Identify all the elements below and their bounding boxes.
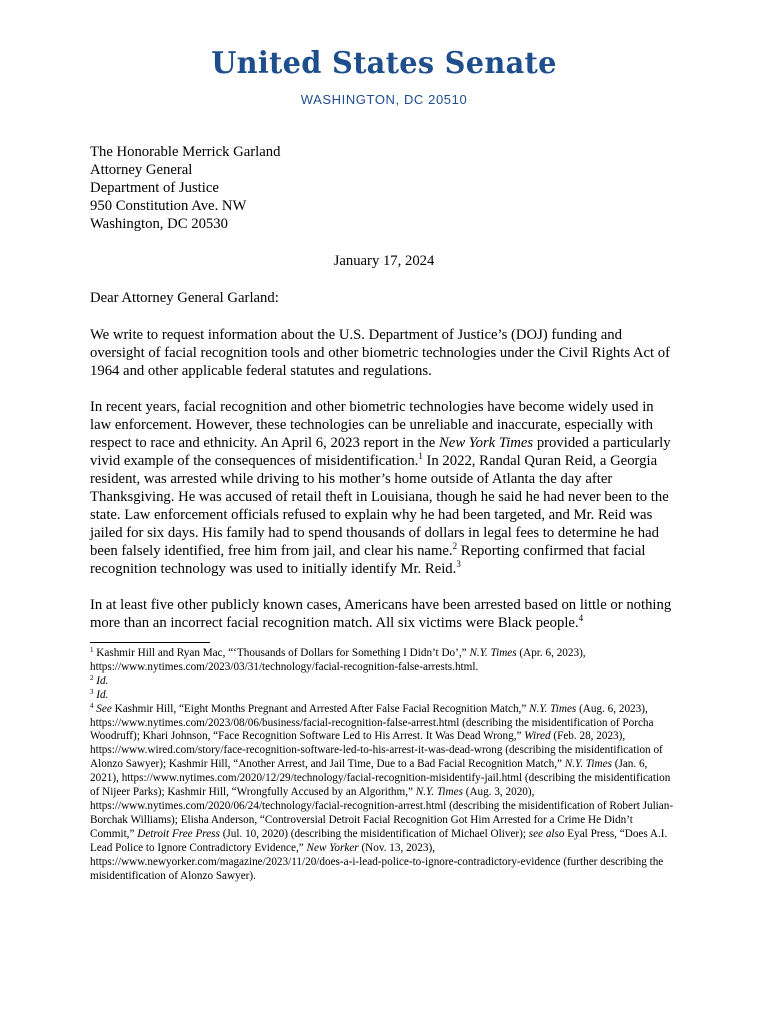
footnote-1-text-a: Kashmir Hill and Ryan Mac, “‘Thousands of Dollars for Something I Didn’t Do’,” — [93, 647, 470, 659]
footnote-4-publication-3: N.Y. Times — [564, 758, 612, 771]
senate-letterhead-title: United States Senate — [211, 46, 557, 81]
paragraph-3-text: In at least five other publicly known cases, Americans have been arrested based on little or nothing more than an incorrect facial recognition match. All six victims were Black people. — [90, 597, 672, 631]
footnote-1-number: 1 — [90, 646, 94, 654]
footnote-2-id: Id. — [96, 674, 109, 687]
footnote-1 — [90, 647, 678, 675]
footnote-4-text-e: (Aug. 3, 2020), https://www.nytimes.com/2020/06/24/technology/facial-recognition-arrest.html (describing the misidentification of Robert Julian-Borchak Williams); Elisha Anderson, “Controversial Detroit Facial Recognition Got Him Arrested for a Crime He Didn’t Commit,” — [90, 786, 674, 840]
footnote-1-publication: N.Y. Times — [469, 647, 517, 659]
footnote-4-text-c: (Feb. 28, 2023), https://www.wired.com/story/face-recognition-software-led-to-his-arrest-it-was-dead-wrong (describing the misidentification of Alonzo Sawyer); Kashmir Hill, “Another Arrest, and Jail Time, Due to a Bad Facial Recognition Match,” — [90, 730, 663, 771]
recipient-department: Department of Justice — [90, 180, 219, 196]
footnote-4-text-h: (Nov. 13, 2023), https://www.newyorker.com/magazine/2023/11/20/does-a-i-lead-police-to-ignore-contradictory-evidence (further describing the misidentification of Alonzo Sawyer). — [90, 841, 664, 882]
paragraph-3 — [90, 596, 678, 632]
salutation: Dear Attorney General Garland: — [90, 290, 279, 306]
paragraph-2 — [90, 398, 678, 578]
paragraph-2-nyt: New York Times — [439, 435, 534, 451]
paragraph-2-text-c: In 2022, Randal Quran Reid, a Georgia resident, was arrested while driving to his mother’s home outside of Atlanta the day after Thanksgiving. He was accused of retail theft in Louisiana, though he said he had never been to the state. Law enforcement officials refused to explain why he had been targeted, and Mr. Reid was jailed for six days. His family had to spend thousands of dollars in legal fees to determine he had been falsely identified, free him from jail, and clear his name. — [90, 453, 669, 559]
recipient-address-block — [90, 143, 678, 233]
footnote-4-publication-2: Wired — [524, 730, 551, 743]
footnote-ref-1: 1 — [418, 451, 423, 461]
footnote-4-text-b: (Aug. 6, 2023), https://www.nytimes.com/2023/08/06/business/facial-recognition-false-arrest.html (describing the misidentification of Porcha Woodruff); Khari Johnson, “Face Recognition Software Led to His Arrest. It Was Dead Wrong,” — [90, 702, 654, 743]
footnote-4-text-f: (Jul. 10, 2020) (describing the misidentification of Michael Oliver); — [219, 827, 529, 840]
footnote-4-text-g: Eyal Press, “Does A.I. Lead Police to Ignore Contradictory Evidence,” — [90, 827, 668, 854]
footnote-4-publication-1: N.Y. Times — [529, 702, 577, 715]
recipient-city: Washington, DC 20530 — [90, 216, 228, 232]
footnote-4-publication-6: New Yorker — [306, 841, 359, 854]
footnote-4 — [90, 703, 678, 884]
footnote-ref-4: 4 — [578, 613, 584, 623]
footnote-4-text-d: (Jan. 6, 2021), https://www.nytimes.com/2020/12/29/technology/facial-recognition-misidentify-jail.html (describing the misidentification of Nijeer Parks); Kashmir Hill, “Wrongfully Accused by an Algorithm,” — [90, 758, 671, 799]
footnote-divider — [90, 642, 210, 643]
recipient-title: Attorney General — [90, 162, 193, 178]
footnote-4-number: 4 — [90, 701, 94, 710]
footnote-4-see-also: see also — [528, 827, 565, 840]
footnote-2-number: 2 — [90, 673, 94, 682]
paragraph-2-text-d: Reporting confirmed that facial recognition technology was used to initially identify Mr. Reid. — [90, 543, 646, 577]
footnotes — [90, 647, 678, 883]
footnote-ref-3: 3 — [456, 559, 461, 569]
footnote-ref-2: 2 — [452, 541, 458, 551]
recipient-street: 950 Constitution Ave. NW — [90, 198, 247, 214]
senate-address: WASHINGTON, DC 20510 — [300, 92, 468, 107]
footnote-2 — [90, 675, 678, 689]
footnote-4-text-a: Kashmir Hill, “Eight Months Pregnant and Arrested After False Facial Recognition Match,” — [111, 702, 530, 715]
footnote-1-text-b: (Apr. 6, 2023), https://www.nytimes.com/2023/03/31/technology/facial-recognition-false-arrests.html. — [90, 647, 586, 673]
footnote-3 — [90, 689, 678, 703]
footnote-3-id: Id. — [96, 688, 109, 701]
footnote-4-publication-5: Detroit Free Press — [137, 827, 220, 840]
letter-body — [90, 143, 678, 883]
paragraph-2-text-a: In recent years, facial recognition and other biometric technologies have become widely used in law enforcement. However, these technologies can be unreliable and inaccurate, especially with respect to race and ethnicity. An April 6, 2023 report in the — [90, 399, 654, 451]
letter-date: January 17, 2024 — [333, 253, 435, 269]
footnote-4-see: See — [96, 702, 112, 715]
letterhead — [0, 44, 768, 107]
footnote-4-publication-4: N.Y. Times — [415, 786, 463, 799]
paragraph-1: We write to request information about the U.S. Department of Justice’s (DOJ) funding and oversight of facial recognition tools and other biometric technologies under the Civil Rights Act of 1964 and other applicable federal statutes and regulations. — [90, 327, 671, 379]
footnote-3-number: 3 — [90, 687, 94, 696]
recipient-name: The Honorable Merrick Garland — [90, 144, 281, 160]
paragraph-2-text-b: provided a particularly vivid example of the consequences of misidentification. — [90, 435, 671, 469]
